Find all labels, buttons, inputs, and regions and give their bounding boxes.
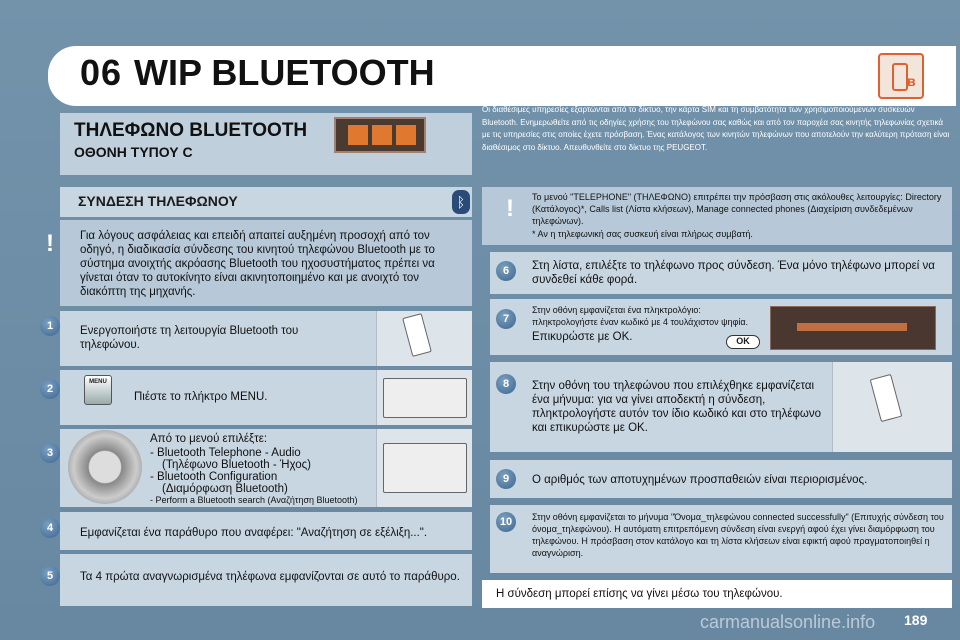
section-subtitle: ΟΘΟΝΗ ΤΥΠΟΥ C (74, 144, 193, 160)
warning-icon-2: ! (506, 195, 514, 222)
step-3-item-3: - Perform a Bluetooth search (Αναζήτηση Bluetooth) (150, 495, 358, 505)
step-3-item-1: - Bluetooth Telephone - Audio (150, 447, 301, 459)
step-3-number: 3 (40, 443, 60, 463)
telephone-menu-note: Το μενού "TELEPHONE" (ΤΗΛΕΦΩΝΟ) επιτρέπει την πρόσβαση στις ακόλουθες λειτουργίες: Directory (Κατάλογος)*, Calls list (Λίστα κλήσεων), Manage connected phones (Διαχείριση συνδεδεμένων τηλεφώνων). (532, 192, 942, 226)
step-9-text: Ο αριθμός των αποτυχημένων προσπαθειών είναι περιορισμένος. (532, 474, 868, 486)
page-title: WIP BLUETOOTH (134, 52, 435, 93)
step-8-number: 8 (496, 374, 516, 394)
footer-note: Η σύνδεση μπορεί επίσης να γίνει μέσω του τηλεφώνου. (496, 588, 783, 600)
step-3-item-2: - Bluetooth Configuration (150, 471, 278, 483)
radio-unit-image (376, 370, 472, 425)
step-6-number: 6 (496, 261, 516, 281)
step-10-text: Στην οθόνη εμφανίζεται το μήνυμα "Όνομα_τηλεφώνου connected successfully" (Επιτυχής σύνδεση του όνομα_τηλεφώνου). Η αυτόματη επιτρεπόμενη σύνδεση είναι ενεργή αφού έχει γίνει διαμόρφωση του τηλεφώνου. Η πρόσβαση στον κατάλογο και τη λίστα κλήσεων είναι εφικτή αφού πραγματοποιηθεί η αναγνώριση. (532, 512, 944, 558)
section-title: ΤΗΛΕΦΩΝΟ BLUETOOTH (74, 120, 308, 141)
ok-button[interactable]: OK (726, 335, 760, 349)
step-10-number: 10 (496, 512, 516, 532)
chapter-number: 06 (80, 52, 123, 93)
warning-icon: ! (46, 230, 54, 257)
keyboard-screen-image (770, 306, 936, 350)
safety-warning-text: Για λόγους ασφάλειας και επειδή απαιτεί αυξημένη προσοχή από τον οδηγό, η διαδικασία σύνδεσης του κινητού τηλεφώνου Bluetooth με το σύστημα ανοιχτής ακρόασης Bluetooth του ηχοσυστήματος πρέπει να γίνεται όταν το αυτοκίνητο είναι ακινητοποιημένο και με ανοιχτό τον διακόπτη της μηχανής. (80, 230, 435, 298)
step-7-small-text: Στην οθόνη εμφανίζεται ένα πληκτρολόγιο: πληκτρολογήστε έναν κωδικό με 4 τουλάχιστον ψηφία. (532, 305, 749, 327)
watermark: carmanualsonline.info (700, 612, 876, 632)
step-6-text: Στη λίστα, επιλέξτε το τηλέφωνο προς σύνδεση. Ένα μόνο τηλέφωνο μπορεί να συνδεθεί κάθε φορά. (532, 260, 935, 286)
step-3-intro: Από το μενού επιλέξτε: (150, 433, 268, 445)
screen-c-image (334, 117, 426, 153)
step-7-number: 7 (496, 309, 516, 329)
connection-title: ΣΥΝΔΕΣΗ ΤΗΛΕΦΩΝΟΥ (78, 193, 238, 209)
connection-title-box (60, 187, 472, 217)
step-2-number: 2 (40, 379, 60, 399)
phone-bluetooth-icon: ʙ (878, 53, 924, 99)
step-3-item-1-gr: (Τηλέφωνο Bluetooth - Ήχος) (162, 459, 312, 471)
step-5-text: Τα 4 πρώτα αναγνωρισμένα τηλέφωνα εμφανίζονται σε αυτό το παράθυρο. (80, 571, 460, 583)
radio-unit-image-2 (376, 429, 472, 507)
step-5-number: 5 (40, 566, 60, 586)
hand-phone-image-2 (832, 362, 952, 452)
step-3-item-2-gr: (Διαμόρφωση Bluetooth) (162, 483, 288, 495)
footnote: * Αν η τηλεφωνική σας συσκευή είναι πλήρως συμβατή. (532, 229, 753, 239)
step-9-number: 9 (496, 469, 516, 489)
navigation-dial-icon (68, 430, 142, 504)
step-8-text: Στην οθόνη του τηλεφώνου που επιλέχθηκε εμφανίζεται ένα μήνυμα: για να γίνει αποδεκτή η σύνδεση, πληκτρολογήστε αυτόν τον ίδιο κωδικό και στο τηλέφωνο και επικυρώστε με OK. (532, 380, 822, 434)
step-1-number: 1 (40, 316, 60, 336)
page-number: 189 (904, 612, 928, 628)
step-4-number: 4 (40, 518, 60, 538)
services-info: Οι διαθέσιμες υπηρεσίες εξαρτώνται από το δίκτυο, την κάρτα SIM και τη συμβατότητα των χρησιμοποιούμενων συσκευών Bluetooth. Ενημερωθείτε από τις οδηγίες χρήσης του τηλεφώνου σας καθώς και από τον παροχέα σας κινητής τηλεφωνίας σχετικά με τις υπηρεσίες στις οποίες έχετε πρόσβαση. Ένας κατάλογος των κινητών τηλεφώνων που αποτελούν την καλύτερη πρόταση είναι διαθέσιμος στο δίκτυο. Απευθυνθείτε στο δίκτυο της PEUGEOT. (482, 105, 950, 152)
step-1-text: Ενεργοποιήστε τη λειτουργία Bluetooth του τηλεφώνου. (80, 325, 299, 351)
step-4-text: Εμφανίζεται ένα παράθυρο που αναφέρει: "Αναζήτηση σε εξέλιξη...". (80, 527, 428, 539)
bluetooth-icon: ᛒ (452, 190, 470, 214)
step-7-text: Επικυρώστε με OK. (532, 331, 633, 343)
menu-key: MENU (84, 375, 112, 405)
step-2-text: Πιέστε το πλήκτρο MENU. (134, 391, 268, 403)
hand-phone-image (376, 311, 472, 366)
